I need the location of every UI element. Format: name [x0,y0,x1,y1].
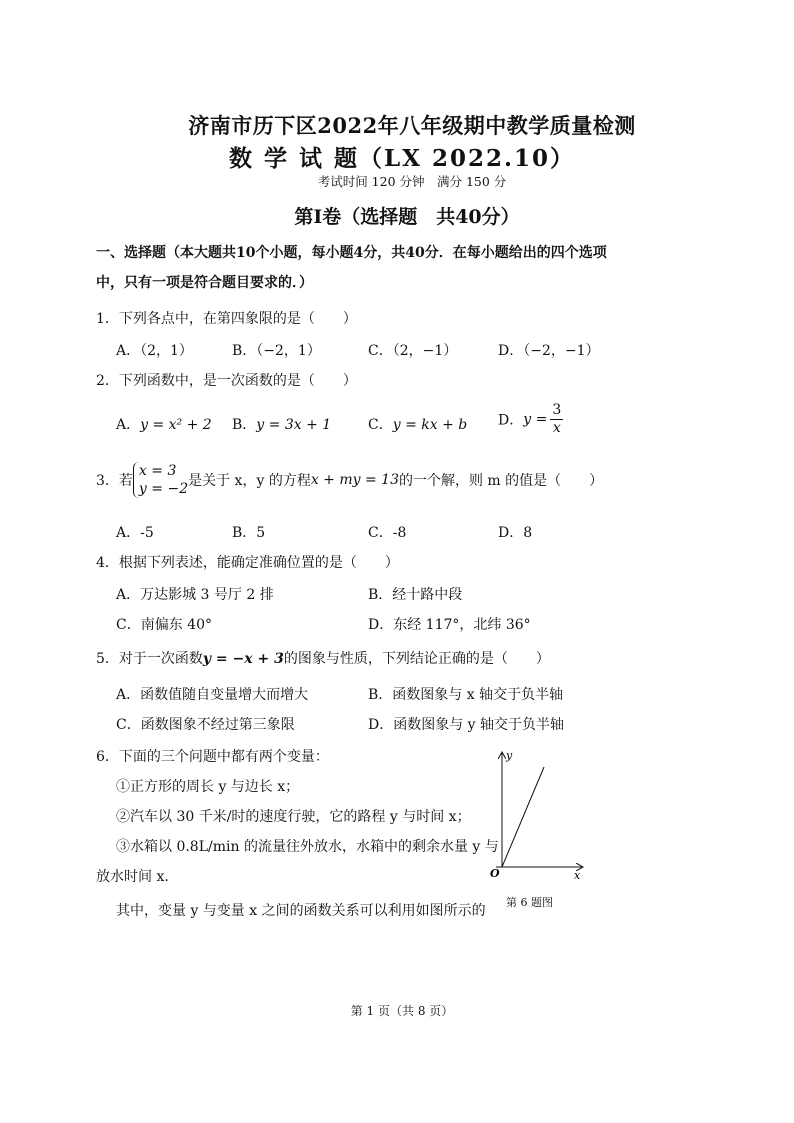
q6-figure-caption: 第 6 题图 [506,896,553,909]
q2-option-a-label: A． [116,417,141,433]
q2-option-c-label: C． [368,417,393,433]
q6-origin-label: O [490,867,500,880]
q6-item-3a: ③水箱以 0.8L/min 的流量往外放水，水箱中的剩余水量 y 与 [116,839,499,855]
q2-option-d [498,402,563,437]
q3-suffix: 的一个解，则 m 的值是（ ） [398,473,604,489]
q3-option-d: D．8 [498,525,533,541]
q2-stem: 2．下列函数中，是一次函数的是（ ） [96,373,357,389]
exam-info: 考试时间 120 分钟 满分 150 分 [317,174,507,189]
q5-stem [96,648,550,668]
q3-equation-system [133,462,188,498]
q5-option-b: B．函数图象与 x 轴交于负半轴 [368,687,564,703]
q4-option-c: C．南偏东 40° [116,617,212,633]
q6-x-label: x [574,869,581,882]
q4-option-d: D．东经 117°，北纬 36° [368,617,531,633]
q3-option-c: C．-8 [368,525,407,541]
q1-option-c: C．（2，−1） [368,343,458,359]
q2-option-c-expr: y = kx + b [392,417,468,433]
q4-option-b: B．经十路中段 [368,587,463,603]
q1-option-d: D．（−2，−1） [498,343,600,359]
q4-stem: 4．根据下列表述，能确定准确位置的是（ ） [96,555,399,571]
q2-option-d-label: D． [498,412,524,429]
exam-title: 济南市历下区2022年八年级期中教学质量检测 [188,113,636,138]
q2-option-c [368,414,467,434]
q1-stem: 1．下列各点中，在第四象限的是（ ） [96,311,357,327]
exam-subtitle: 数 学 试 题（LX 2022.10） [228,145,576,172]
q2-option-a-expr: y = x² + 2 [140,417,212,433]
q2-option-b [232,414,331,434]
q6-y-label: y [506,749,513,762]
q6-item-3b: 放水时间 x. [96,869,169,885]
q5-stem-suffix: 的图象与性质，下列结论正确的是（ ） [283,651,550,667]
section-instructions: 一、选择题（本大题共10个小题，每小题4分，共40分．在每小题给出的四个选项中，只有一项是符合题目要求的．） [96,245,607,291]
q1-option-b: B．（−2，1） [232,343,321,359]
q3-eq1: x = 3 [138,463,177,479]
q3-option-b: B．5 [232,525,266,541]
q5-stem-expr: y = −x + 3 [202,651,284,667]
q5-stem-prefix: 5．对于一次函数 [96,651,203,667]
q5-option-a: A．函数值随自变量增大而增大 [116,687,309,703]
q3-stem [96,462,603,498]
q3-equation: x + my = 13 [310,472,399,488]
q2-option-d-denominator: x [552,420,561,436]
q3-option-a: A．-5 [116,525,154,541]
q6-function-line [502,767,544,867]
section-title: 第Ⅰ卷（选择题 共40分） [294,206,520,228]
q5-option-c: C．函数图象不经过第三象限 [116,717,295,733]
q6-stem: 6．下面的三个问题中都有两个变量： [96,749,329,765]
q6-item-2: ②汽车以 30 千米/时的速度行驶，它的路程 y 与时间 x； [116,809,471,825]
q2-option-b-label: B． [232,417,257,433]
q3-mid: 是关于 x，y 的方程 [188,473,311,489]
q2-option-b-expr: y = 3x + 1 [256,417,332,433]
page-footer: 第 1 页（共 8 页） [350,1004,454,1018]
q2-option-a [116,414,212,434]
q1-option-a: A．（2，1） [116,343,193,359]
q2-option-d-numerator: 3 [552,402,562,418]
q6-figure [482,745,592,885]
q2-option-d-fraction [550,402,563,437]
q4-option-a: A．万达影城 3 号厅 2 排 [116,587,274,603]
q2-option-d-lhs: y = [523,411,548,428]
q6-item-1: ①正方形的周长 y 与边长 x； [116,779,300,795]
q6-tail: 其中，变量 y 与变量 x 之间的函数关系可以利用如图所示的 [116,903,486,919]
q3-prefix: 3．若 [96,473,133,489]
q5-option-d: D．函数图象与 y 轴交于负半轴 [368,717,565,733]
q3-eq2: y = −2 [138,481,189,497]
